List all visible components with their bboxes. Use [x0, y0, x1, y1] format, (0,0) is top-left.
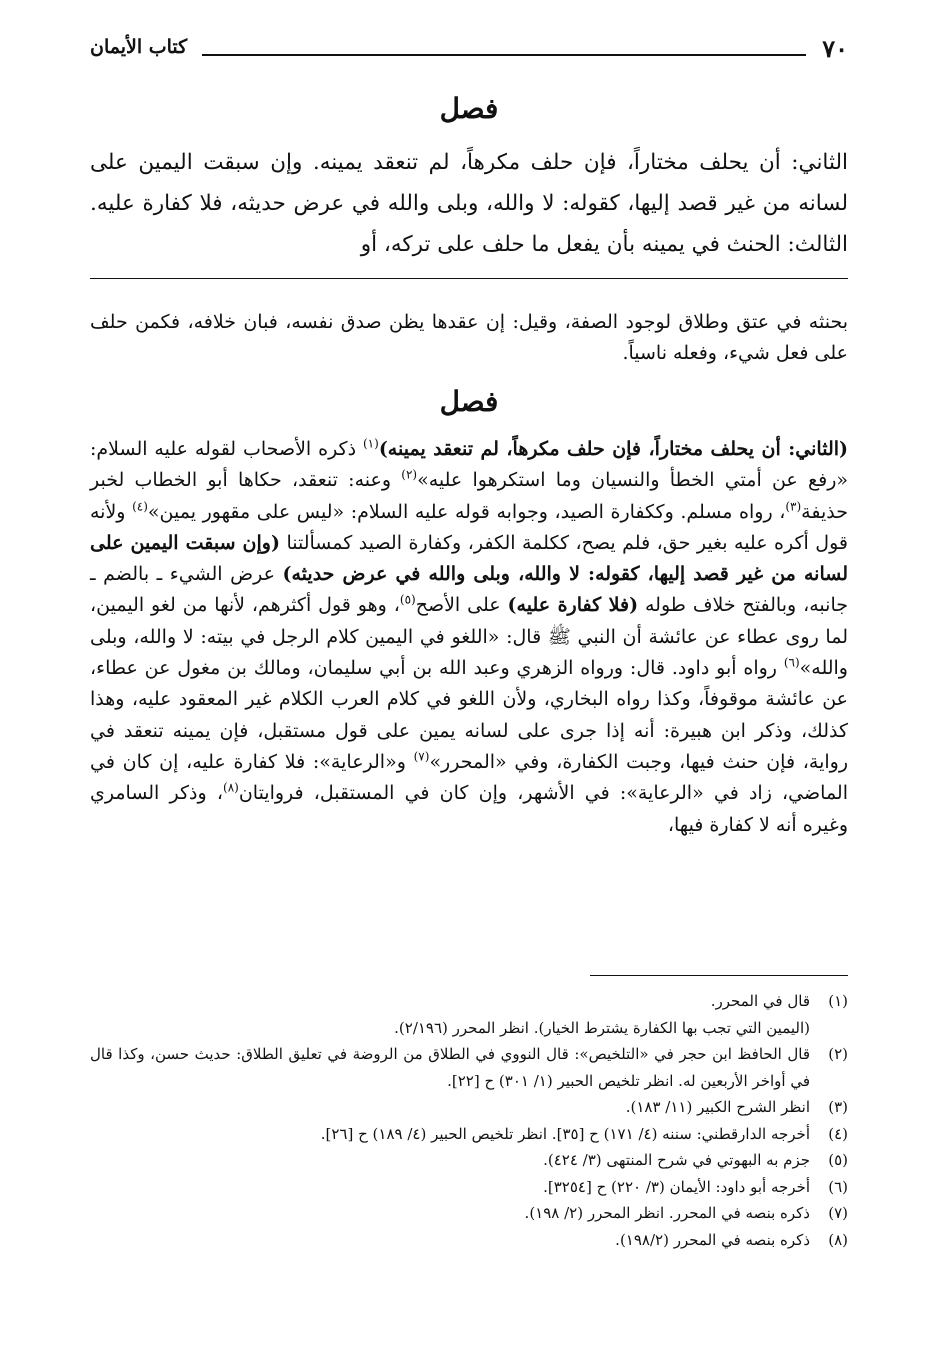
footnote-item [90, 1121, 848, 1148]
matn-divider [90, 278, 848, 279]
footnote-number: (٦) [828, 1177, 848, 1196]
book-title: كتاب الأيمان [90, 36, 188, 58]
commentary-segment: ، وذكر السامري وغيره أنه لا كفارة فيها، [90, 782, 848, 836]
footnote-text: ذكره بنصه في المحرر (١٩٨/٢). [615, 1230, 810, 1249]
footnote-subtext: (اليمين التي تجب بها الكفارة يشترط الخيار). انظر المحرر (٢/١٩٦). [394, 1018, 810, 1037]
footnotes [90, 988, 848, 1253]
footnote-ref: (٦) [783, 655, 800, 670]
footnote-item [90, 1200, 848, 1227]
footnote-ref: (٨) [223, 780, 239, 795]
footnote-rule [590, 975, 848, 976]
quoted-matn: (فلا كفارة عليه) [507, 594, 639, 617]
commentary-segment: وعنه: تنعقد، حكاها أبو الخطاب لخبر حذيفة [90, 469, 848, 523]
footnote-text: انظر الشرح الكبير (١١/ ١٨٣). [625, 1098, 810, 1116]
footnote-number: (٢) [828, 1045, 848, 1063]
footnote-ref: (٢) [401, 467, 418, 482]
footnote-text: قال في المحرر. [710, 992, 810, 1010]
footnote-item [90, 1041, 848, 1094]
commentary-text [90, 434, 848, 841]
commentary-segment: ولأنه قول أكره عليه بغير حق، فلم يصح، ككلمة الكفر، وكفارة الصيد كمسألتنا [90, 500, 848, 554]
footnote-ref: (٣) [785, 499, 802, 514]
header-rule [202, 54, 806, 56]
commentary-segment: عرض الشيء ـ بالضم ـ جانبه، وبالفتح خلاف طوله [90, 563, 848, 617]
footnote-item [90, 1227, 848, 1254]
footnote-text: قال الحافظ ابن حجر في «التلخيص»: قال النووي في الطلاق من الروضة في تعليق الطلاق: حديث حسن، وكذا قال في أواخر الأربعين له. انظر تلخيص الحبير (١/ ٣٠١) ح [٢٢]. [90, 1045, 810, 1090]
footnote-item [90, 1174, 848, 1201]
commentary-segment: ، وهو قول أكثرهم، لأنها من لغو اليمين، لما روى عطاء عن عائشة أن النبي ﷺ قال: «اللغو في اليمين كلام الرجل في بيته: لا والله، وبلى والله» [90, 594, 848, 680]
commentary-segment: على الأصح [415, 594, 508, 617]
footnote-number: (٥) [828, 1151, 848, 1169]
footnote-item [90, 1147, 848, 1174]
footnote-text: ذكره بنصه في المحرر. انظر المحرر (٢/ ١٩٨). [524, 1204, 810, 1222]
matn-text: الثاني: أن يحلف مختاراً، فإن حلف مكرهاً، لم تنعقد يمينه. وإن سبقت اليمين على لسانه من غير قصد إليها، كقوله: لا والله، وبلى والله في عرض حديثه، فلا كفارة عليه. الثالث: الحنث في يمينه بأن يفعل ما حلف على تركه، أو [90, 150, 848, 257]
page-number: ٧٠ [822, 34, 848, 63]
footnote-text: أخرجه أبو داود: الأيمان (٣/ ٢٢٠) ح [٣٢٥٤]. [543, 1177, 810, 1196]
commentary-segment: ذكره الأصحاب لقوله عليه السلام: «رفع عن أمتي الخطأ والنسيان وما استكرهوا عليه» [90, 438, 848, 492]
section-title-sharh: فصل [439, 385, 499, 418]
footnote-number: (٣) [828, 1098, 848, 1116]
footnote-number: (١) [828, 992, 848, 1010]
footnote-ref: (٧) [413, 749, 430, 764]
footnote-ref: (٥) [399, 593, 416, 608]
footnote-number: (٧) [828, 1204, 848, 1222]
section-title-matn: فصل [439, 92, 499, 125]
footnote-text: جزم به البهوتي في شرح المنتهى (٣/ ٤٢٤). [543, 1151, 810, 1169]
quoted-matn: (وإن سبقت اليمين على لسانه من غير قصد إليها، كقوله: لا والله، وبلى والله في عرض حديثه) [90, 531, 848, 586]
commentary-segment: رواه أبو داود. قال: ورواه الزهري وعبد الله بن أبي سليمان، ومالك بن مغول عن عطاء، عن عائشة موقوفاً، وكذا رواه البخاري، ولأن اللغو في كلام العرب الكلام غير المعقود عليه، وهذا كذلك، وذكر ابن هبيرة: أنه إذا جرى على لسانه يمين على قول مستقبل، فإن يمينه تنعقد في رواية، فإن حنث فيها، وجبت الكفارة، وفي «المحرر» [90, 657, 848, 773]
footnote-number: (٤) [828, 1124, 848, 1143]
footnote-number: (٨) [828, 1230, 848, 1249]
continuation-text: بحنثه في عتق وطلاق لوجود الصفة، وقيل: إن عقدها يظن صدق نفسه، فبان خلافه، فكمن حلف على فعل شيء، وفعله ناسياً. [90, 311, 848, 365]
commentary-segment: ، رواه مسلم. وككفارة الصيد، وجوابه قوله عليه السلام: «ليس على مقهور يمين» [147, 500, 786, 523]
footnote-ref: (١) [362, 436, 379, 451]
quoted-matn: (الثاني: أن يحلف مختاراً، فإن حلف مكرهاً، لم تنعقد يمينه) [378, 438, 848, 460]
running-header [90, 34, 848, 68]
footnote-ref: (٤) [132, 499, 148, 514]
footnote-item [90, 988, 848, 1041]
footnote-item [90, 1094, 848, 1121]
commentary-segment: و«الرعاية»: فلا كفارة عليه، إن كان في الماضي، زاد في «الرعاية»: في الأشهر، وإن كان في المستقبل، فروايتان [90, 750, 848, 805]
footnote-text: أخرجه الدارقطني: سننه (٤/ ١٧١) ح [٣٥]. انظر تلخيص الحبير (٤/ ١٨٩) ح [٢٦]. [320, 1124, 810, 1143]
